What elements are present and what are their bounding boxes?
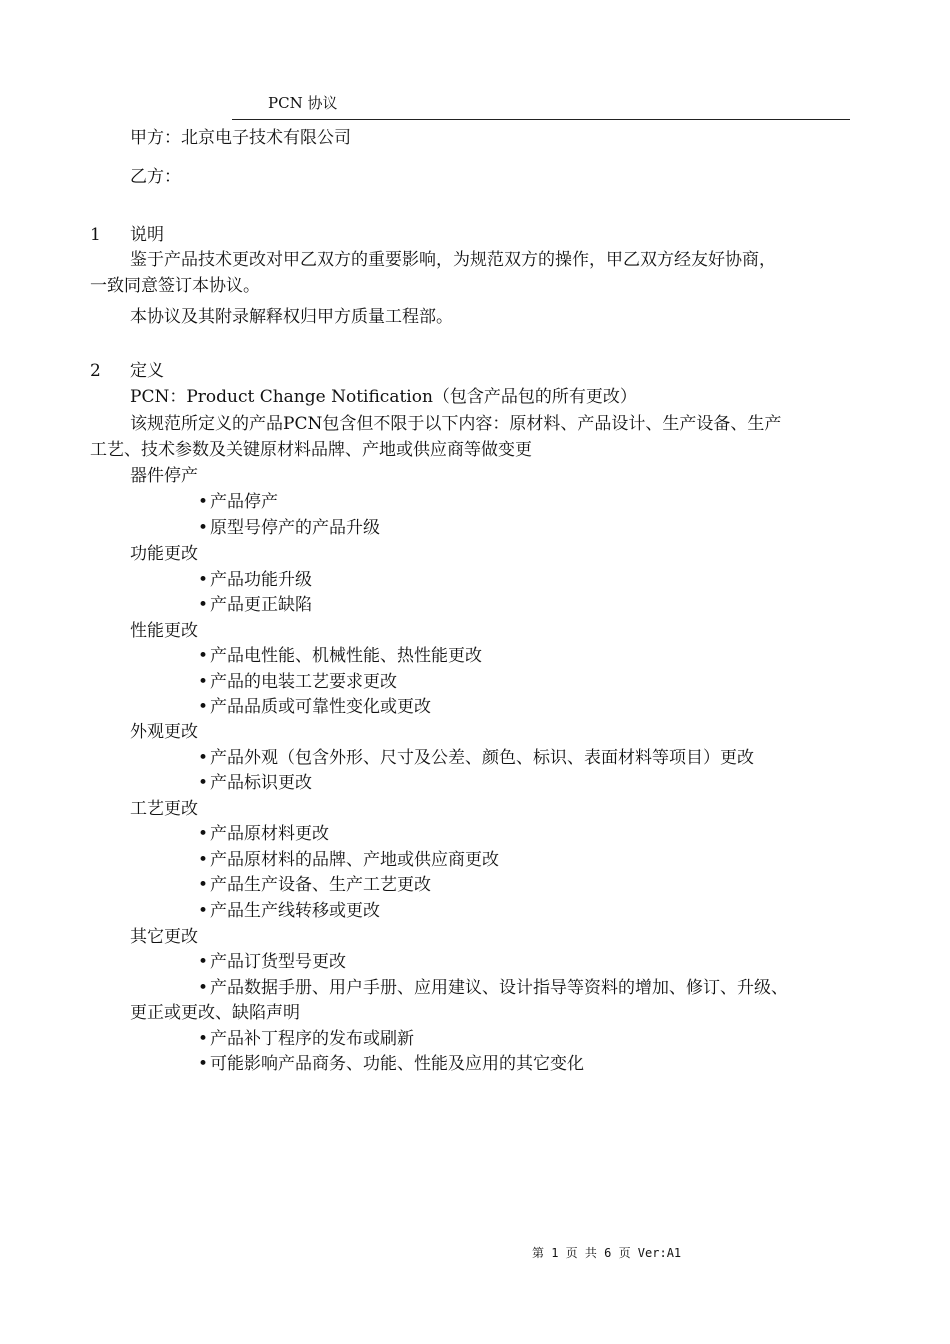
page-header-title: PCN 协议 xyxy=(268,94,338,112)
pcn-definition: PCN：Product Change Notification（包含产品包的所有更改） xyxy=(130,387,637,407)
list-item: • 可能影响产品商务、功能、性能及应用的其它变化 xyxy=(198,1054,584,1074)
list-item: • 产品生产设备、生产工艺更改 xyxy=(198,875,431,895)
list-item: • 产品品质或可靠性变化或更改 xyxy=(198,697,431,717)
section-1-para1-line1: 鉴于产品技术更改对甲乙双方的重要影响，为规范双方的操作，甲乙双方经友好协商， xyxy=(130,250,776,270)
list-item-continuation: 更正或更改、缺陷声明 xyxy=(130,1003,300,1023)
list-item: • 产品停产 xyxy=(198,492,278,512)
bullet-icon: • xyxy=(198,518,209,538)
bullet-icon: • xyxy=(198,1029,209,1049)
list-item: • 产品补丁程序的发布或刷新 xyxy=(198,1029,414,1049)
list-item: • 产品数据手册、用户手册、应用建议、设计指导等资料的增加、修订、升级、 xyxy=(198,978,788,998)
section-1-title: 说明 xyxy=(130,225,164,245)
bullet-icon: • xyxy=(198,875,209,895)
list-item: • 产品生产线转移或更改 xyxy=(198,901,380,921)
category-title: 性能更改 xyxy=(130,621,198,641)
list-item: • 产品外观（包含外形、尺寸及公差、颜色、标识、表面材料等项目）更改 xyxy=(198,748,754,768)
section-2-number: 2 xyxy=(90,361,101,381)
list-item: • 产品功能升级 xyxy=(198,570,312,590)
bullet-icon: • xyxy=(198,748,209,768)
bullet-icon: • xyxy=(198,1054,209,1074)
category-title: 其它更改 xyxy=(130,927,198,947)
bullet-icon: • xyxy=(198,492,209,512)
section-1-para2: 本协议及其附录解释权归甲方质量工程部。 xyxy=(130,307,453,327)
section-2-heading xyxy=(90,361,164,381)
list-item: • 产品更正缺陷 xyxy=(198,595,312,615)
list-item: • 产品原材料更改 xyxy=(198,824,329,844)
list-item: • 产品标识更改 xyxy=(198,773,312,793)
list-item: • 产品电性能、机械性能、热性能更改 xyxy=(198,646,482,666)
bullet-icon: • xyxy=(198,646,209,666)
list-item: • 原型号停产的产品升级 xyxy=(198,518,380,538)
bullet-icon: • xyxy=(198,697,209,717)
list-item: • 产品订货型号更改 xyxy=(198,952,346,972)
category-title: 工艺更改 xyxy=(130,799,198,819)
list-item: • 产品原材料的品牌、产地或供应商更改 xyxy=(198,850,499,870)
category-title: 器件停产 xyxy=(130,466,198,486)
section-1-para1-line2: 一致同意签订本协议。 xyxy=(90,276,260,296)
bullet-icon: • xyxy=(198,978,209,998)
page-footer: 第 1 页 共 6 页 Ver:A1 xyxy=(532,1246,682,1260)
party-b: 乙方： xyxy=(130,167,181,187)
list-item: • 产品的电装工艺要求更改 xyxy=(198,672,397,692)
bullet-icon: • xyxy=(198,850,209,870)
bullet-icon: • xyxy=(198,773,209,793)
header-rule xyxy=(232,119,850,120)
bullet-icon: • xyxy=(198,901,209,921)
category-title: 外观更改 xyxy=(130,722,198,742)
scope-line-1: 该规范所定义的产品PCN包含但不限于以下内容：原材料、产品设计、生产设备、生产 xyxy=(130,414,782,434)
section-2-title: 定义 xyxy=(130,361,164,381)
party-a: 甲方：北京电子技术有限公司 xyxy=(130,128,351,148)
section-1-number: 1 xyxy=(90,225,101,245)
bullet-icon: • xyxy=(198,952,209,972)
bullet-icon: • xyxy=(198,824,209,844)
category-title: 功能更改 xyxy=(130,544,198,564)
bullet-icon: • xyxy=(198,570,209,590)
bullet-icon: • xyxy=(198,595,209,615)
scope-line-2: 工艺、技术参数及关键原材料品牌、产地或供应商等做变更 xyxy=(90,440,532,460)
bullet-icon: • xyxy=(198,672,209,692)
section-1-heading xyxy=(90,225,164,245)
